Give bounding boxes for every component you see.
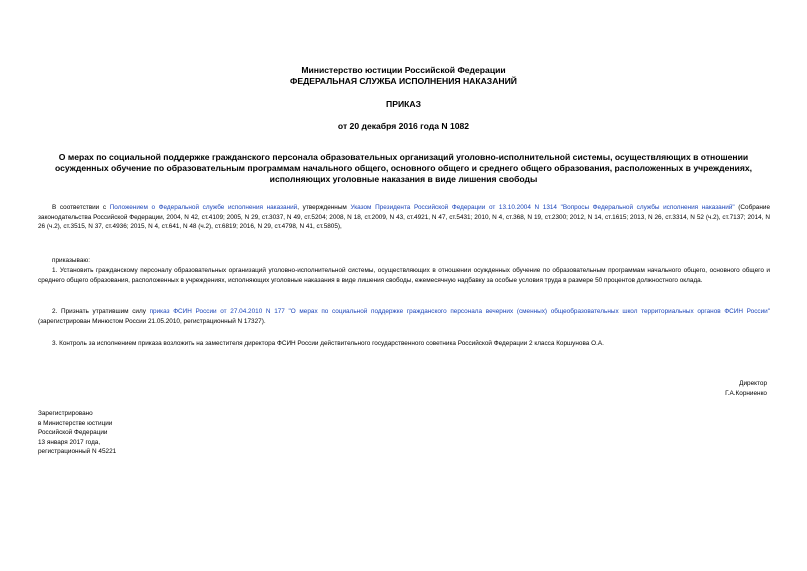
preamble-rest: (Собрание законодательства Российской Федерации, 2004, N 42, ст.4109; 2005, N 29, ст.3037, N 49, ст.5204; 2008, N 18, ст.2009, N 43, ст.4921, N 47, ст.5431; 2010, N 4, ст.368, N 19, ст.2300; 2012, N 14, ст.1615; 2013, N 26, ст.3314, N 52 (ч.2), ст.7137; 2014, N 26 (ч.2), ст.3515, N 37, ст.4936; 2015, N 4, ст.641, N 48 (ч.2), ст.6819; 2016, N 29, ст.4798, N 41, ст.5805), [38, 204, 771, 231]
document-title [0, 152, 807, 185]
date-number-heading: от 20 декабря 2016 года N 1082 [337, 121, 470, 131]
order-item-3: 3. Контроль за исполнением приказа возложить на заместителя директора ФСИН России действительного государственного советника Российской Федерации 2 класса Коршунова О.А. [52, 340, 604, 347]
repealed-order-link[interactable]: приказ ФСИН России от 27.04.2010 N 177 "О мерах по социальной поддержке гражданского персонала вечерних (сменных) общеобразовательных школ территориальных органов ФСИН России" [149, 308, 770, 315]
title-line-2: осужденных обучение по образовательным программам начального общего, основного общего и среднего общего образования, расположенных в учреждениях, [54, 163, 753, 173]
signatory-name: Г.А.Корниенко [725, 389, 767, 397]
preamble-mid: , утвержденным [297, 204, 351, 211]
order-item-2 [38, 307, 770, 326]
registration-line-2: в Министерстве юстиции [38, 419, 113, 427]
item2-rest: (зарегистрирован Минюстом России 21.05.2010, регистрационный N 17327). [38, 317, 266, 325]
preamble-intro: В соответствии с [52, 204, 110, 211]
regulation-link[interactable]: Положением о Федеральной службе исполнения наказаний [109, 204, 298, 211]
registration-line-1: Зарегистрировано [38, 410, 93, 417]
title-line-3: исполняющих уголовные наказания в виде лишения свободы [269, 174, 538, 184]
decree-link[interactable]: Указом Президента Российской Федерации от 13.10.2004 N 1314 "Вопросы Федеральной службы исполнения наказаний" [350, 204, 735, 211]
item2-intro: 2. Признать утратившим силу [52, 308, 150, 315]
registration-block [38, 409, 116, 457]
order-word: приказываю: [52, 257, 90, 264]
preamble-paragraph [38, 203, 770, 232]
registration-line-5: регистрационный N 45221 [38, 448, 117, 456]
title-line-1: О мерах по социальной поддержке гражданского персонала образовательных организаций уголовно-исполнительной системы, осуществляющих в отношении [58, 152, 749, 162]
signature-block [725, 379, 767, 398]
registration-line-4: 13 января 2017 года, [38, 438, 101, 446]
doc-type-heading: ПРИКАЗ [386, 99, 421, 109]
service-heading: ФЕДЕРАЛЬНАЯ СЛУЖБА ИСПОЛНЕНИЯ НАКАЗАНИЙ [290, 76, 517, 86]
registration-line-3: Российской Федерации [38, 429, 108, 437]
order-item-1: 1. Установить гражданскому персоналу образовательных организаций уголовно-исполнительной системы, осуществляющих в отношении осужденных обучение по образовательным программам начального общего, основного общего и среднего общего образования, расположенных в учреждениях, исполняющих уголовные наказания в виде лишения свободы, ежемесячную надбавку за особые условия труда в размере 50 процентов должностного оклада. [38, 267, 770, 284]
ministry-heading: Министерство юстиции Российской Федерации [301, 65, 506, 75]
signatory-position: Директор [739, 380, 767, 387]
